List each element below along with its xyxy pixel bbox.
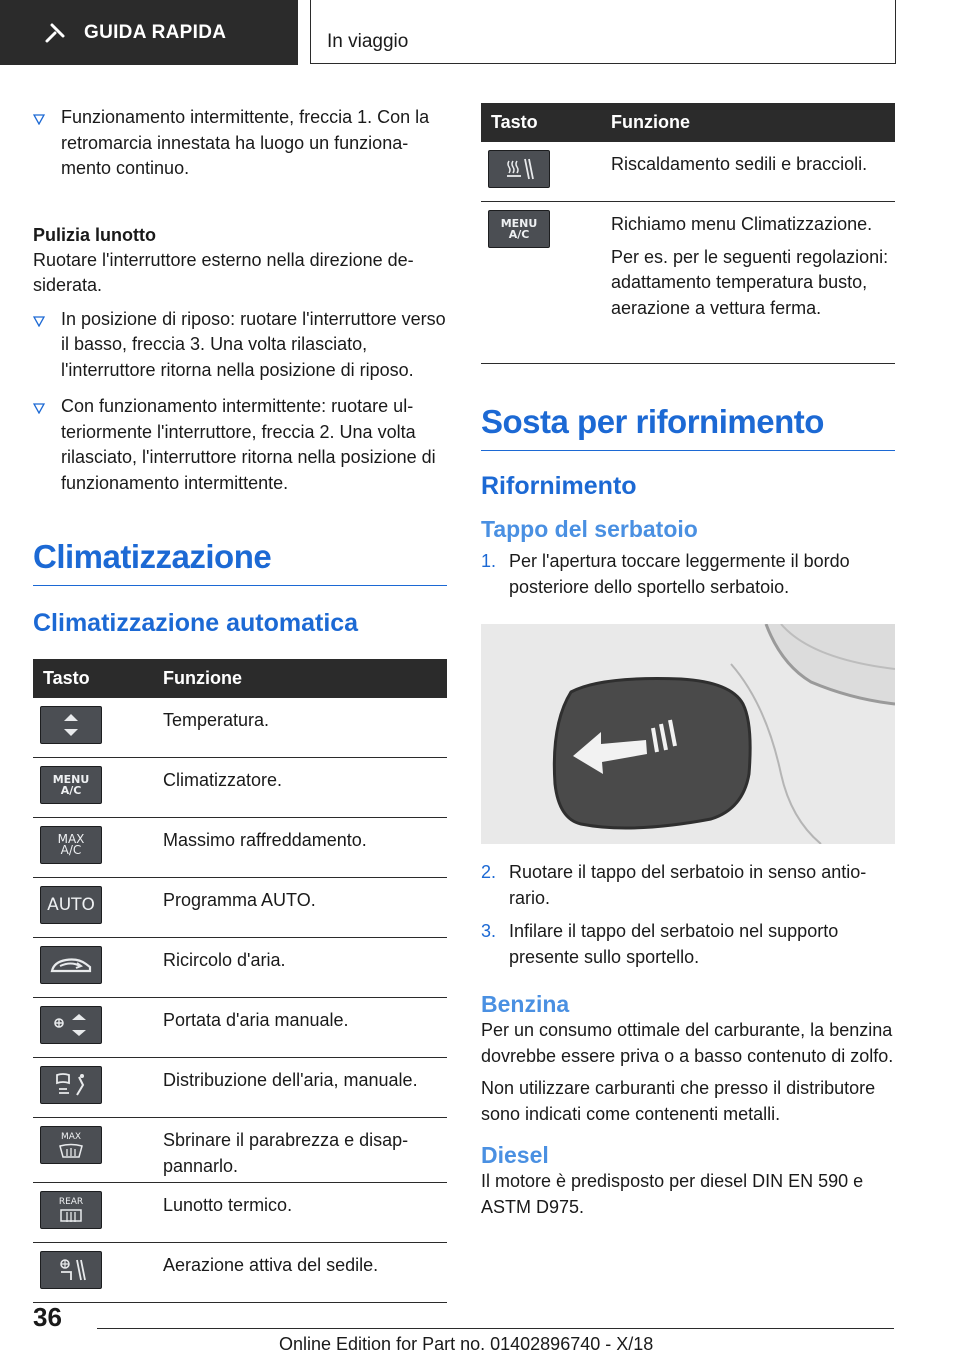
- bullet-triangle-icon: [33, 113, 45, 125]
- max-ac-icon: MAX A/C: [40, 826, 102, 864]
- subsection-title-auto-climate: Climatizzazione automatica: [33, 609, 359, 637]
- column-header-function: Funzione: [163, 668, 242, 688]
- list-item: 1. Per l'apertura toccare leggermente il bordo posteriore dello sportello serbatoio.: [481, 551, 850, 597]
- table-row: [33, 758, 447, 818]
- bullet-triangle-icon: [33, 315, 45, 327]
- rear-wiper-text: Ruotare l'interruttore esterno nella direzione desiderata.: [33, 249, 414, 295]
- table-row: [33, 698, 447, 758]
- bullet-triangle-icon: [33, 402, 45, 414]
- section-title-refuel: Sosta per rifornimento: [481, 402, 895, 451]
- petrol-paragraph: Per un consumo ottimale del carburante, la benzina dovrebbe essere priva o a basso contenuto di zolfo.: [481, 1020, 894, 1066]
- list-item: 3. Infilare il tappo del serbatoio nel supporto presente sullo sportello.: [481, 921, 839, 967]
- quick-guide-icon: [44, 22, 66, 44]
- right-column: [481, 103, 895, 1220]
- heading-fuel-cap: Tappo del serbatoio: [481, 516, 698, 542]
- footer-edition: Online Edition for Part no. 01402896740 - X/18: [279, 1334, 654, 1354]
- fuel-flap-illustration: [481, 624, 895, 844]
- table-row: [33, 1183, 447, 1243]
- temperature-arrows-icon: [40, 706, 102, 744]
- menu-ac-icon: MENU A/C: [40, 766, 102, 804]
- page-number: 36: [33, 1302, 62, 1332]
- seat-heating-icon: [488, 150, 550, 188]
- table-row: [33, 1058, 447, 1118]
- table-cell-function: Massimo raffreddamento.: [163, 830, 367, 850]
- header-section-label: GUIDA RAPIDA: [84, 21, 227, 43]
- heading-petrol: Benzina: [481, 991, 570, 1017]
- table-cell-function: Richiamo menu Climatizzazione. Per es. per le seguenti regolazioni: adattamento temperatura busto, aerazione a vettura ferma.: [611, 214, 889, 318]
- seat-buttons-table: [481, 103, 895, 364]
- list-item: In posizione di riposo: ruotare l'interruttore verso il basso, freccia 3. Una volta rilasciato, l'interruttore ritorna nella posizione di riposo.: [33, 307, 447, 384]
- table-cell-function: Aerazione attiva del sedile.: [163, 1255, 379, 1275]
- table-cell-function: Riscaldamento sedili e braccioli.: [611, 154, 868, 174]
- table-cell-function: Distribuzione dell'aria, manuale.: [163, 1070, 418, 1090]
- table-cell-function: Portata d'aria manuale.: [163, 1010, 349, 1030]
- subsection-title-refuel: Rifornimento: [481, 472, 637, 500]
- air-distribution-icon: [40, 1066, 102, 1104]
- recirculation-icon: [40, 946, 102, 984]
- table-cell-function: Temperatura.: [163, 710, 270, 730]
- rear-defrost-icon: REAR: [40, 1191, 102, 1229]
- table-cell-function: Ricircolo d'aria.: [163, 950, 286, 970]
- table-row: [33, 818, 447, 878]
- left-column: [33, 105, 447, 1303]
- section-title-climate: Climatizzazione: [33, 537, 447, 586]
- table-header: [33, 659, 447, 698]
- diesel-paragraph: Il motore è predisposto per diesel DIN EN 590 e ASTM D975.: [481, 1171, 864, 1217]
- max-defrost-icon: MAX: [40, 1126, 102, 1164]
- climate-buttons-table: [33, 659, 447, 1303]
- table-header: [481, 103, 895, 142]
- rear-wiper-heading: Pulizia lunotto: [33, 224, 156, 245]
- table-row: [33, 1118, 447, 1183]
- fan-speed-icon: [40, 1006, 102, 1044]
- menu-ac-icon: MENU A/C: [488, 210, 550, 248]
- table-cell-function: Climatizzatore.: [163, 770, 283, 790]
- table-cell-function: Sbrinare il parabrezza e disappannarlo.: [163, 1130, 409, 1176]
- footer-divider: [97, 1328, 894, 1329]
- petrol-paragraph: Non utilizzare carburanti che presso il distributore sono indicati come contenenti metalli.: [481, 1078, 876, 1124]
- table-row: [481, 142, 895, 202]
- table-row: [33, 1243, 447, 1303]
- header-chapter-label: In viaggio: [327, 31, 409, 52]
- list-item: Con funzionamento intermittente: ruotare ulteriormente l'interruttore, freccia 2. Una volta rilasciato, l'interruttore ritorna nella posizione di funzionamento intermittente.: [33, 394, 447, 496]
- table-cell-function: Programma AUTO.: [163, 890, 316, 910]
- column-header-function: Funzione: [611, 112, 690, 132]
- list-item: 2. Ruotare il tappo del serbatoio in senso antiorario.: [481, 862, 867, 908]
- table-row: [33, 878, 447, 938]
- column-header-key: Tasto: [491, 112, 538, 132]
- column-header-key: Tasto: [43, 668, 90, 688]
- table-cell-function: Lunotto termico.: [163, 1195, 293, 1215]
- list-item: Funzionamento intermittente, freccia 1. Con la retromarcia innestata ha luogo un funzionamento continuo.: [33, 105, 447, 182]
- seat-ventilation-icon: [40, 1251, 102, 1289]
- table-row: [481, 202, 895, 364]
- header-section-tab[interactable]: [0, 0, 298, 65]
- auto-icon: AUTO: [40, 886, 102, 924]
- table-row: [33, 998, 447, 1058]
- table-row: [33, 938, 447, 998]
- header-chapter-box: [310, 0, 896, 64]
- heading-diesel: Diesel: [481, 1142, 549, 1168]
